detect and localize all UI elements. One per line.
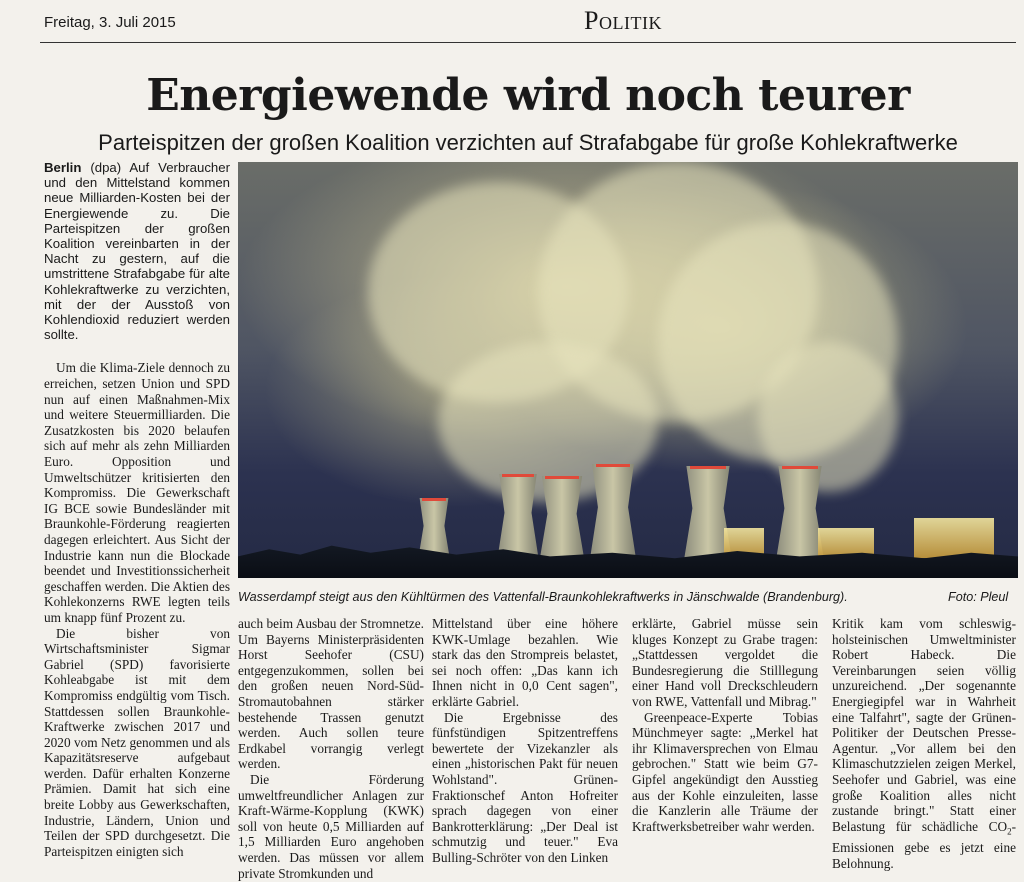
lead-text: (dpa) Auf Verbraucher und den Mittelstand kommen neue Milliarden-Kosten bei der Energiewende zu. Die Parteispitzen der großen Koalition vereinbarten in der Nacht zu gestern, auf die umstrittene Strafabgabe für alte Kohlekraftwerke zu verzichten, mit der der Ausstoß von Kohlendioxid reduziert werden sollte.: [44, 160, 230, 343]
column-5: [832, 616, 1016, 871]
photo-credit: Foto: Pleul: [948, 590, 1009, 604]
paragraph: erklärte, Gabriel müsse sein kluges Konzept zu Grabe tragen: „Stattdessen vergoldet die Bundesregierung die Stilllegung einer Hand voll Dreckschleudern von RWE, Vattenfall und Mibrag.": [632, 616, 818, 709]
photo-caption: Wasserdampf steigt aus den Kühltürmen des Vattenfall-Braunkohlekraftwerks in Jänschwalde (Brandenburg).: [238, 590, 848, 604]
paragraph: Greenpeace-Experte Tobias Münchmeyer sagte: „Merkel hat ihr Klimaversprechen von Elmau gebrochen." Statt wie beim G7-Gipfel angekündigt den Ausstieg aus der Kohle einzuleiten, lasse die Kanzlerin alle Träume der Kraftwerksbetreiber wahr werden.: [632, 709, 818, 834]
lead-paragraph: [44, 160, 230, 342]
column-4: [632, 616, 818, 834]
column-3: [432, 616, 618, 866]
header-rule: [40, 42, 1016, 43]
dateline: Berlin: [44, 160, 82, 175]
power-plant-photo: [238, 162, 1018, 578]
paragraph: auch beim Ausbau der Stromnetze. Um Bayerns Ministerpräsidenten Horst Seehofer (CSU) entgegenzukommen, sollen bei den großen neuen Nord-Süd-Stromautobahnen stärker bestehende Trassen genutzt werden. Auch sollen teure Erdkabel vorrangig verlegt werden.: [238, 616, 424, 772]
column-1: [44, 160, 230, 859]
paragraph: Kritik kam vom schleswig-holsteinischen Umweltminister Robert Habeck. Die Vereinbarungen seien völlig unzureichend. „Der sogenannte Energiegipfel war in Wahrheit eine Talfahrt", sagte der Grünen-Politiker der Deutschen Presse-Agentur. „Vor allem bei den Klimaschutzzielen zeigen Merkel, Seehofer und Gabriel, was eine große Koalition alles nicht zustande bringt." Statt einer Belastung für schädliche $CO_2$-Emissionen gebe es jetzt eine Belohnung.: [832, 616, 1016, 871]
paragraph: Die Förderung umweltfreundlicher Anlagen zur Kraft-Wärme-Kopplung (KWK) soll von heute 0,5 Milliarden auf 1,5 Milliarden Euro angehoben werden. Das müssen vor allem private Stromkunden und: [238, 771, 424, 881]
column-2: [238, 616, 424, 881]
section-title: Politik: [584, 6, 662, 35]
subheadline: Parteispitzen der großen Koalition verzichten auf Strafabgabe für große Kohlekraftwerke: [98, 130, 958, 155]
paragraph: Die bisher von Wirtschaftsminister Sigmar Gabriel (SPD) favorisierte Kohleabgabe ist mit dem Kompromiss endgültig vom Tisch. Stattdessen sollen Braunkohle-Kraftwerke zwischen 2017 und 2020 vom Netz genommen und als Kapazitätsreserve aufgebaut werden. Dafür erhalten Konzerne Prämien. Damit hat sich eine breite Lobby aus Gewerkschaften, Industrie, Ländern, Union und Teilen der SPD durchgesetzt. Die Parteispitzen einigten sich: [44, 625, 230, 859]
paragraph: Die Ergebnisse des fünfstündigen Spitzentreffens bewertete der Vizekanzler als einen „historischen Pakt für neuen Wohlstand". Grünen-Fraktionschef Anton Hofreiter sprach dagegen von einer Bankrotterklärung: „Der Deal ist schmutzig und teuer." Eva Bulling-Schröter von den Linken: [432, 709, 618, 865]
paragraph: Um die Klima-Ziele dennoch zu erreichen, setzen Union und SPD nun auf einen Maßnahmen-Mix und weitere Steuermilliarden. Die Zusatzkosten bis 2020 belaufen sich auf mehr als zehn Milliarden Euro. Opposition und Umweltschützer kritisierten den Kompromiss. Die Gewerkschaft IG BCE sowie Bundesländer mit Braunkohle-Förderung reagierten dagegen erleichtert. Aus Sicht der Industrie kann nun die Blockade beendet und Investitionssicherheit geschaffen werden. Die Aktien des Kohlekonzerns RWE legten teils um knapp fünf Prozent zu.: [44, 360, 230, 625]
issue-date: Freitag, 3. Juli 2015: [44, 14, 176, 31]
headline: Energiewende wird noch teurer: [146, 70, 910, 121]
paragraph: Mittelstand über eine höhere KWK-Umlage bezahlen. Wie stark das den Strompreis belastet, sei noch offen: „Das kann ich Ihnen nicht in 0,0 Cent sagen", erklärte Gabriel.: [432, 616, 618, 709]
